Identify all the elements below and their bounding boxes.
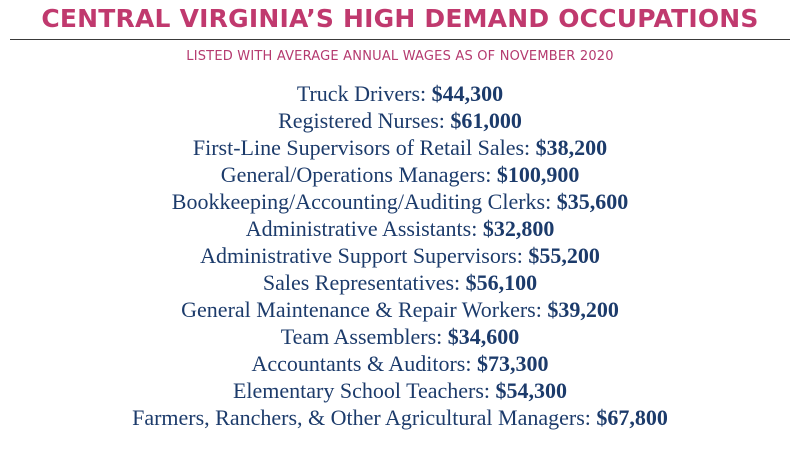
list-item [0, 242, 800, 269]
list-item [0, 404, 800, 431]
list-item [0, 80, 800, 107]
occupation-name: Registered Nurses: [278, 108, 445, 133]
occupation-name: Truck Drivers: [296, 81, 427, 106]
list-item [0, 188, 800, 215]
list-item [0, 134, 800, 161]
occupation-name: Team Assemblers: [280, 324, 443, 349]
occupation-name: Elementary School Teachers: [232, 378, 491, 403]
occupation-wage: $44,300 [431, 81, 504, 106]
title-divider [10, 39, 790, 40]
list-item [0, 107, 800, 134]
occupation-wage: $61,000 [450, 108, 522, 133]
occupation-name: First-Line Supervisors of Retail Sales: [192, 135, 531, 160]
occupation-name: Administrative Assistants: [245, 216, 478, 241]
occupation-name: Administrative Support Supervisors: [200, 243, 523, 268]
occupation-wage: $56,100 [465, 270, 538, 295]
occupation-wage: $54,300 [495, 378, 568, 403]
occupation-wage: $73,300 [476, 351, 549, 376]
list-item [0, 323, 800, 350]
occupation-name: Accountants & Auditors: [251, 351, 472, 376]
occupation-list [0, 80, 800, 431]
occupation-wage: $67,800 [596, 405, 668, 430]
list-item [0, 161, 800, 188]
list-item [0, 269, 800, 296]
page-subtitle: LISTED WITH AVERAGE ANNUAL WAGES AS OF NOVEMBER 2020 [186, 49, 614, 64]
occupation-name: Farmers, Ranchers, & Other Agricultural Managers: [132, 405, 591, 430]
occupation-name: Bookkeeping/Accounting/Auditing Clerks: [171, 189, 552, 214]
page-title: CENTRAL VIRGINIA’S HIGH DEMAND OCCUPATIONS [41, 4, 759, 33]
occupation-wage: $100,900 [496, 162, 580, 187]
occupation-wage: $39,200 [547, 297, 619, 322]
occupation-wage: $38,200 [535, 135, 608, 160]
occupation-wage: $35,600 [556, 189, 629, 214]
list-item [0, 215, 800, 242]
occupation-wage: $32,800 [482, 216, 555, 241]
occupation-wage: $55,200 [528, 243, 600, 268]
occupation-name: Sales Representatives: [262, 270, 461, 295]
occupation-name: General Maintenance & Repair Workers: [181, 297, 542, 322]
occupation-wage: $34,600 [447, 324, 520, 349]
list-item [0, 377, 800, 404]
list-item [0, 296, 800, 323]
list-item [0, 350, 800, 377]
occupation-name: General/Operations Managers: [220, 162, 492, 187]
